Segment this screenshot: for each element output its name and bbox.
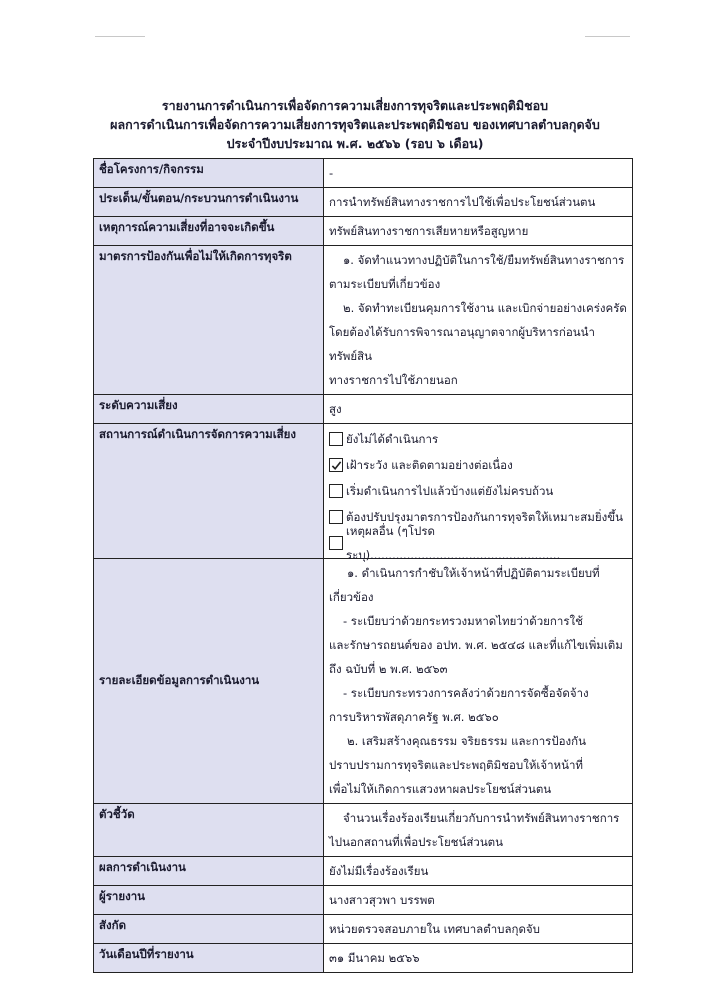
status-option-label: เฝ้าระวัง และติดตามอย่างต่อเนื่อง <box>346 458 513 472</box>
measures-line: ทางราชการไปใช้ภายนอก <box>329 373 458 387</box>
checkbox-icon[interactable] <box>329 536 343 550</box>
checkbox-icon[interactable] <box>329 484 343 498</box>
row-status <box>94 424 633 559</box>
scan-artifact-right <box>585 36 630 37</box>
value-report-date: ๓๑ มีนาคม ๒๕๖๖ <box>324 944 633 973</box>
row-result <box>94 857 633 886</box>
value-project: - <box>324 159 633 188</box>
value-risk-level: สูง <box>324 395 633 424</box>
checkbox-icon[interactable] <box>329 432 343 446</box>
status-option-label: ต้องปรับปรุงมาตรการป้องกันการทุจริตให้เหมาะสมยิ่งขึ้น <box>346 510 623 524</box>
details-line: เกี่ยวข้อง <box>329 590 374 604</box>
row-indicator <box>94 804 633 857</box>
row-cause <box>94 217 633 246</box>
status-option <box>329 426 627 452</box>
indicator-line: ไปนอกสถานที่เพื่อประโยชน์ส่วนตน <box>329 835 504 849</box>
value-details <box>324 559 633 804</box>
details-line: ปราบปรามการทุจริตและประพฤติมิชอบให้เจ้าหน้าที่ <box>329 758 584 772</box>
measures-line: ๒. จัดทำทะเบียนคุมการใช้งาน และเบิกจ่ายอย่างเคร่งครัด <box>343 301 627 315</box>
status-option <box>329 478 627 504</box>
checkbox-checked-icon[interactable] <box>329 458 343 472</box>
label-indicator: ตัวชี้วัด <box>94 804 324 857</box>
status-option-label: เริ่มดำเนินการไปแล้วบ้างแต่ยังไม่ครบถ้วน <box>346 484 554 498</box>
label-issue: ประเด็น/ขั้นตอน/กระบวนการดำเนินงาน <box>94 188 324 217</box>
value-issue: การนำทรัพย์สินทางราชการไปใช้เพื่อประโยชน์ส่วนตน <box>324 188 633 217</box>
label-reporter: ผู้รายงาน <box>94 886 324 915</box>
details-line: และรักษารถยนต์ของ อปท. พ.ศ. ๒๕๔๘ และที่แก้ไขเพิ่มเติม <box>329 638 623 652</box>
label-result: ผลการดำเนินงาน <box>94 857 324 886</box>
details-line: เพื่อไม่ให้เกิดการแสวงหาผลประโยชน์ส่วนตน <box>329 782 552 796</box>
label-measures: มาตรการป้องกันเพื่อไม่ให้เกิดการทุจริต <box>94 246 324 395</box>
row-measures <box>94 246 633 395</box>
value-status <box>324 424 633 562</box>
value-reporter: นางสาวสุวพา บรรพต <box>324 886 633 915</box>
value-affiliation: หน่วยตรวจสอบภายใน เทศบาลตำบลกุดจับ <box>324 915 633 944</box>
value-measures <box>324 246 633 395</box>
measures-line: ตามระเบียบที่เกี่ยวข้อง <box>329 277 441 291</box>
row-project <box>94 159 633 188</box>
title-line-1: รายงานการดำเนินการเพื่อจัดการความเสี่ยงการทุจริตและประพฤติมิชอบ <box>161 98 549 113</box>
title-line-3: ประจำปีงบประมาณ พ.ศ. ๒๕๖๖ (รอบ ๖ เดือน) <box>226 136 484 151</box>
status-option-label: เหตุผลอื่น (ๆโปรดระบุ).................................................... <box>346 524 561 562</box>
value-indicator <box>324 804 633 857</box>
title-line-2: ผลการดำเนินการเพื่อจัดการความเสี่ยงการทุจริตและประพฤติมิชอบ ของเทศบาลตำบลกุดจับ <box>110 117 600 132</box>
row-reporter <box>94 886 633 915</box>
status-option-label: ยังไม่ได้ดำเนินการ <box>346 432 439 446</box>
row-details <box>94 559 633 804</box>
details-line: ๒. เสริมสร้างคุณธรรม จริยธรรม และการป้องกัน <box>347 734 586 748</box>
row-report-date <box>94 944 633 973</box>
value-result: ยังไม่มีเรื่องร้องเรียน <box>324 857 633 886</box>
label-report-date: วันเดือนปีที่รายงาน <box>94 944 324 973</box>
status-option <box>329 452 627 478</box>
label-project: ชื่อโครงการ/กิจกรรม <box>94 159 324 188</box>
details-line: - ระเบียบกระทรวงการคลังว่าด้วยการจัดซื้อจัดจ้าง <box>343 686 589 700</box>
label-cause: เหตุการณ์ความเสี่ยงที่อาจจะเกิดขึ้น <box>94 217 324 246</box>
details-line: การบริหารพัสดุภาครัฐ พ.ศ. ๒๕๖๐ <box>329 710 499 724</box>
indicator-line: จำนวนเรื่องร้องเรียนเกี่ยวกับการนำทรัพย์สินทางราชการ <box>343 811 620 825</box>
details-line: ถึง ฉบับที่ ๒ พ.ศ. ๒๕๖๓ <box>329 662 448 676</box>
row-affiliation <box>94 915 633 944</box>
label-status: สถานการณ์ดำเนินการจัดการความเสี่ยง <box>94 424 324 559</box>
scan-artifact-left <box>95 36 145 37</box>
row-risk-level <box>94 395 633 424</box>
details-line: ๑. ดำเนินการกำชับให้เจ้าหน้าที่ปฏิบัติตามระเบียบที่ <box>347 566 600 580</box>
details-line: - ระเบียบว่าด้วยกระทรวงมหาดไทยว่าด้วยการใช้ <box>343 614 583 628</box>
report-table <box>93 158 633 973</box>
checkbox-icon[interactable] <box>329 510 343 524</box>
label-risk-level: ระดับความเสี่ยง <box>94 395 324 424</box>
measures-line: ๑. จัดทำแนวทางปฏิบัติในการใช้/ยืมทรัพย์สินทางราชการ <box>343 253 625 267</box>
measures-line: โดยต้องได้รับการพิจารณาอนุญาตจากผู้บริหารก่อนนำทรัพย์สิน <box>329 325 595 363</box>
row-issue <box>94 188 633 217</box>
label-details: รายละเอียดข้อมูลการดำเนินงาน <box>94 559 324 804</box>
report-title <box>80 96 630 153</box>
value-cause: ทรัพย์สินทางราชการเสียหายหรือสูญหาย <box>324 217 633 246</box>
status-option <box>329 524 627 562</box>
label-affiliation: สังกัด <box>94 915 324 944</box>
